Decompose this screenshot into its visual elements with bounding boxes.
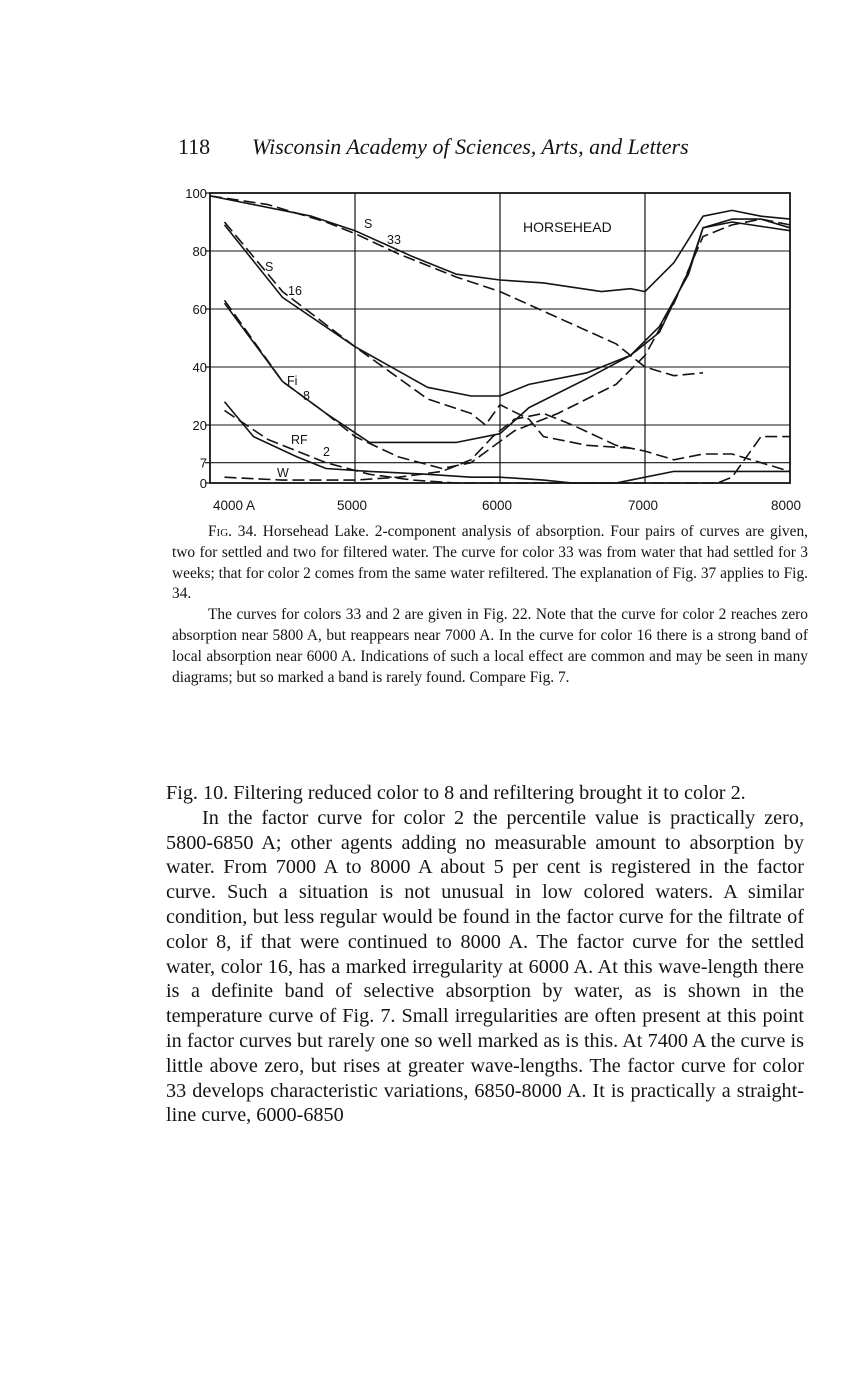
y-tick-labels [185, 186, 210, 491]
body-paragraph-2: In the factor curve for color 2 the percentile value is practically zero, 5800-6850 A; other agents adding no measurable amount to absorption by water. From 7000 A to 8000 A about 5 per cent is registered in the factor curve. Such a situation is not unusual in low colored waters. A similar condition, but less regular would be found in the factor curve for the filtrate of color 8, if that were continued to 8000 A. The factor curve for the settled water, color 16, has a marked irregularity at 6000 A. At this wave-length there is a definite band of selective absorption by water, as is shown in the temperature curve of Fig. 7. Small irregularities are often present at this point in factor curves but rarely one so well marked as is this. At 7400 A the curve is little above zero, but rises at greater wave-lengths. The factor curve for color 33 develops characteristic variations, 6850-8000 A. It is practically a straight-line curve, 6000-6850 [166, 806, 804, 1127]
series-line-2 [210, 196, 703, 376]
y-tick-label: 80 [192, 244, 207, 259]
curve-label: Fi [287, 374, 298, 388]
journal-title: Wisconsin Academy of Sciences, Arts, and Letters [252, 134, 689, 159]
curve-label: 8 [303, 389, 310, 403]
curve-label: 33 [387, 233, 401, 247]
x-tick-label: 6000 [481, 498, 513, 513]
x-tick-label: 5000 [336, 498, 368, 513]
curve-label: 2 [323, 445, 330, 459]
series-line-4 [225, 222, 631, 448]
series-line-9 [225, 413, 791, 480]
absorption-chart [0, 0, 855, 520]
y-tick-label: 0 [199, 476, 207, 491]
caption-paragraph-2: The curves for colors 33 and 2 are given in Fig. 22. Note that the curve for color 2 reaches zero absorption near 5800 A, but reappears near 7000 A. In the curve for color 16 there is a strong band of local absorption near 6000 A. Indications of such a local effect are common and may be seen in many diagrams; but so marked a band is rarely found. Compare Fig. 7. [172, 606, 808, 686]
body-text [166, 781, 804, 1128]
caption-paragraph-1 [172, 522, 808, 605]
figure-caption [172, 522, 808, 688]
x-tick-label: 8000 [770, 498, 802, 513]
chart-title: HORSEHEAD [523, 219, 612, 235]
page-number: 118 [178, 134, 211, 159]
x-tick-labels [213, 498, 801, 513]
caption-figure-label: Fig. [208, 523, 233, 540]
series-line-3 [225, 219, 791, 396]
curve-label: S [364, 217, 373, 231]
series-line-6 [225, 219, 791, 468]
curve-labels [265, 217, 401, 480]
curve-label: W [277, 466, 289, 480]
curve-label: S [265, 260, 274, 274]
series-line-5 [225, 222, 791, 442]
x-tick-label: 7000 [627, 498, 659, 513]
y-tick-label: 40 [192, 360, 207, 375]
y-tick-label: 100 [185, 186, 207, 201]
curve-label: RF [291, 433, 308, 447]
body-paragraph-1: Fig. 10. Filtering reduced color to 8 and refiltering brought it to color 2. [166, 782, 746, 804]
y-tick-label: 20 [192, 418, 207, 433]
curve-label: 16 [288, 284, 302, 298]
y-tick-label: 60 [192, 302, 207, 317]
caption-paragraph-1-text: 34. Horsehead Lake. 2-component analysis of absorption. Four pairs of curves are given, two for settled and two for filtered water. The curve for color 33 was from water that had settled for 3 weeks; that for color 2 comes from the same water refiltered. The explanation of Fig. 37 applies to Fig. 34. [172, 523, 808, 603]
y-tick-label: 7 [199, 455, 207, 471]
series-line-7 [225, 402, 791, 483]
x-tick-label: 4000 A [213, 498, 256, 513]
